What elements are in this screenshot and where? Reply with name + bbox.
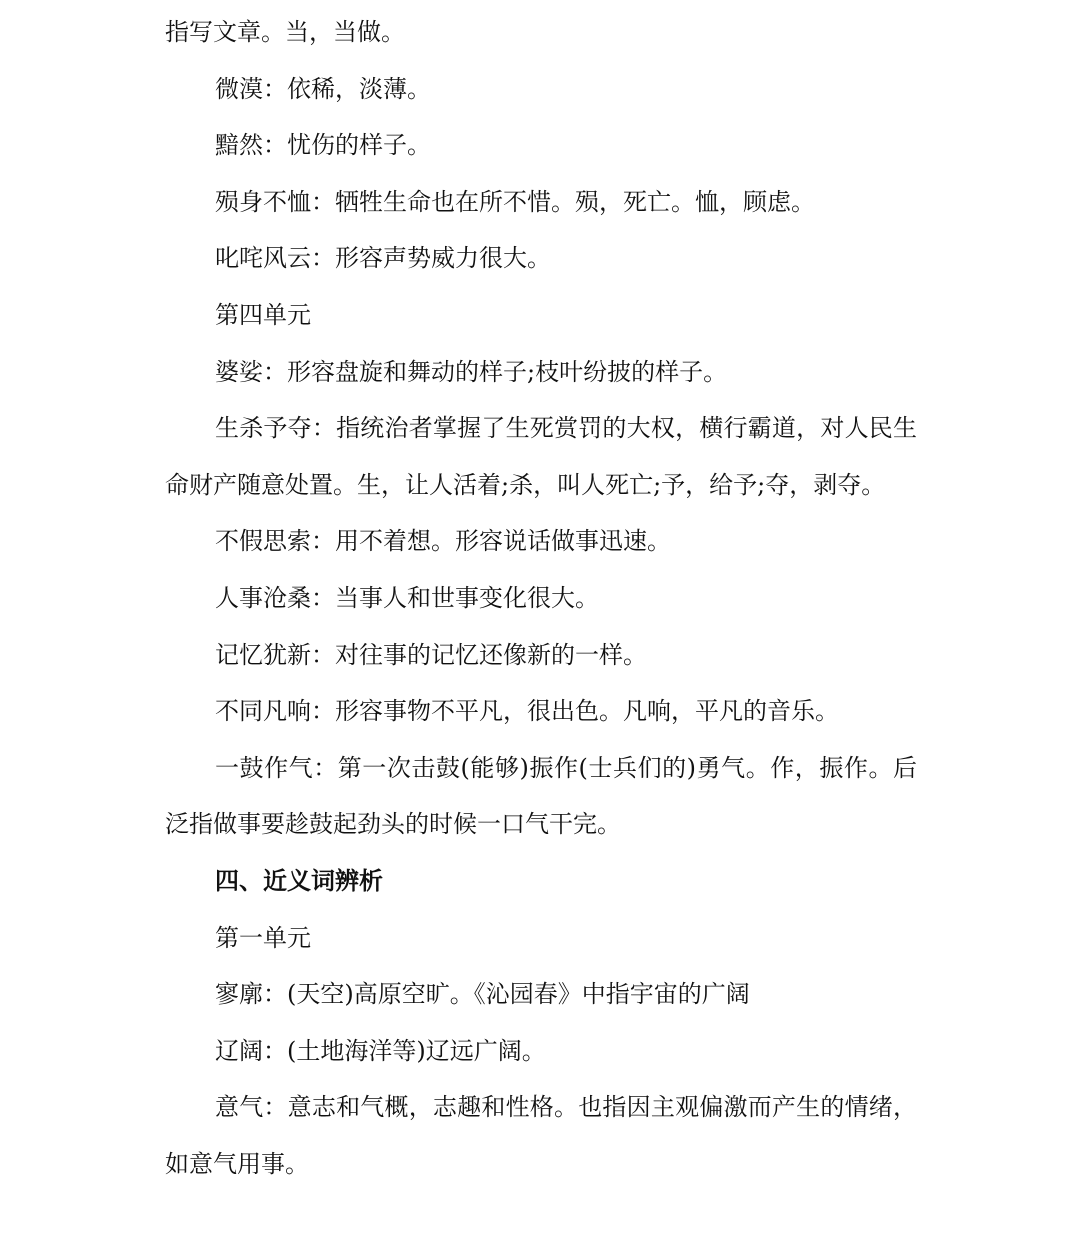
section-heading-synonyms: 四、近义词辨析 (215, 865, 383, 895)
paragraph-term-anran: 黯然：忧伤的样子。 (215, 131, 431, 160)
paragraph-term-yigu: 一鼓作气：第一次击鼓(能够)振作(士兵们的)勇气。作，振作。后泛指做事要趁鼓起劲头的时候一口气干完。 (165, 753, 917, 839)
paragraph-term-liaokuo-2: 辽阔：(土地海洋等)辽远广阔。 (215, 1036, 546, 1065)
paragraph-term-posuo: 婆娑：形容盘旋和舞动的样子;枝叶纷披的样子。 (215, 357, 728, 386)
paragraph-term-bujia: 不假思索：用不着想。形容说话做事迅速。 (215, 527, 671, 556)
paragraph-term-weimo: 微漠：依稀，淡薄。 (215, 74, 431, 103)
unit-heading-1: 第一单元 (215, 923, 311, 952)
paragraph-continuation: 指写文章。当，当做。 (165, 18, 405, 46)
paragraph-term-butong: 不同凡响：形容事物不平凡，很出色。凡响，平凡的音乐。 (215, 697, 839, 726)
paragraph-term-liaokuo: 寥廓：(天空)高原空旷。《沁园春》中指宇宙的广阔 (215, 980, 750, 1009)
document-page (165, 4, 917, 1192)
paragraph-term-renshi: 人事沧桑：当事人和世事变化很大。 (215, 583, 599, 612)
paragraph-term-yiqi: 意气：意志和气概，志趣和性格。也指因主观偏激而产生的情绪，如意气用事。 (165, 1093, 917, 1178)
paragraph-term-yunshen: 殒身不恤：牺牲生命也在所不惜。殒，死亡。恤，顾虑。 (215, 187, 815, 216)
paragraph-term-shengsha: 生杀予夺：指统治者掌握了生死赏罚的大权，横行霸道，对人民生命财产随意处置。生，让人活着;杀，叫人死亡;予，给予;夺，剥夺。 (165, 414, 917, 499)
paragraph-term-jiyi: 记忆犹新：对往事的记忆还像新的一样。 (215, 640, 647, 669)
unit-heading-4: 第四单元 (215, 300, 311, 329)
paragraph-term-chizha: 叱咤风云：形容声势威力很大。 (215, 244, 551, 273)
